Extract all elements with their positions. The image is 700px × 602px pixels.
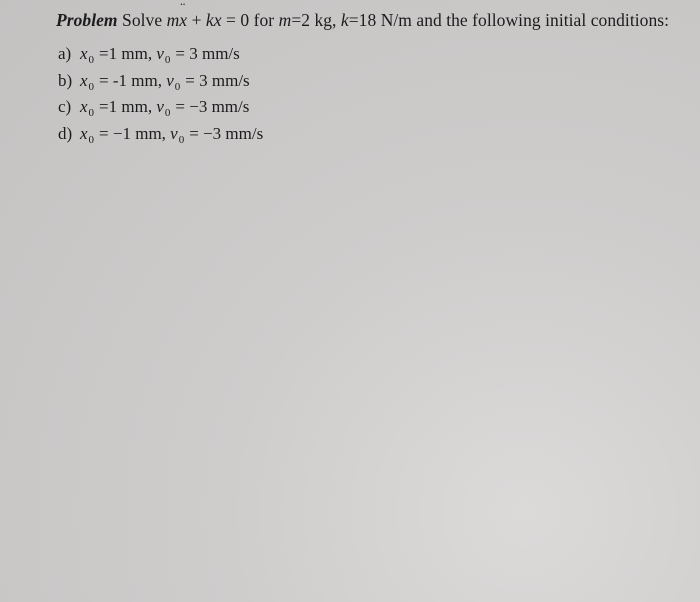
v0-subscript: 0 (164, 54, 171, 66)
eq-equals-zero: = 0 (226, 10, 250, 30)
conditions-list (58, 42, 263, 148)
x0-subscript: 0 (88, 54, 95, 66)
v0-symbol: v (156, 44, 164, 63)
equation (167, 10, 250, 30)
problem-label: Problem (56, 10, 118, 30)
x0-value: =1 mm, (99, 97, 153, 116)
solve-text: Solve (122, 10, 163, 30)
eq-x: x (213, 10, 222, 30)
m-var: m (278, 10, 292, 30)
x0-value: = -1 mm, (99, 70, 162, 90)
v0-value: = −3 mm/s (189, 123, 264, 143)
m-value: =2 kg, (291, 10, 337, 30)
x0-symbol: x (80, 123, 88, 143)
x0-subscript: 0 (88, 133, 95, 146)
v0-subscript: 0 (174, 80, 181, 93)
x0-subscript: 0 (88, 107, 95, 119)
x0-value: =1 mm, (99, 44, 153, 63)
condition-label: a) (58, 44, 72, 63)
condition-label: d) (58, 123, 73, 143)
v0-value: = 3 mm/s (175, 44, 240, 63)
v0-subscript: 0 (164, 107, 171, 119)
k-value: =18 N/m and the following initial conditions: (348, 10, 670, 30)
condition-b (58, 69, 263, 96)
condition-a (58, 42, 263, 69)
x0-symbol: x (80, 44, 88, 63)
x0-value: = −1 mm, (99, 123, 166, 143)
v0-symbol: v (156, 97, 164, 116)
v0-symbol: v (166, 70, 174, 90)
v0-subscript: 0 (178, 133, 185, 146)
x0-symbol: x (80, 70, 88, 90)
x0-subscript: 0 (88, 80, 95, 93)
condition-label: c) (58, 97, 72, 116)
eq-x-ddot: x ¨ (179, 10, 187, 31)
condition-label: b) (58, 70, 73, 90)
v0-value: = 3 mm/s (185, 70, 250, 90)
problem-statement (56, 10, 669, 31)
eq-plus: + (191, 10, 202, 30)
for-text: for (253, 10, 275, 30)
x0-symbol: x (80, 97, 88, 116)
condition-c (58, 95, 263, 122)
condition-d (58, 122, 263, 149)
v0-symbol: v (170, 123, 178, 143)
k-var: k (340, 10, 349, 30)
eq-m: m (166, 10, 180, 30)
eq-k: k (205, 10, 214, 30)
v0-value: = −3 mm/s (175, 97, 250, 116)
